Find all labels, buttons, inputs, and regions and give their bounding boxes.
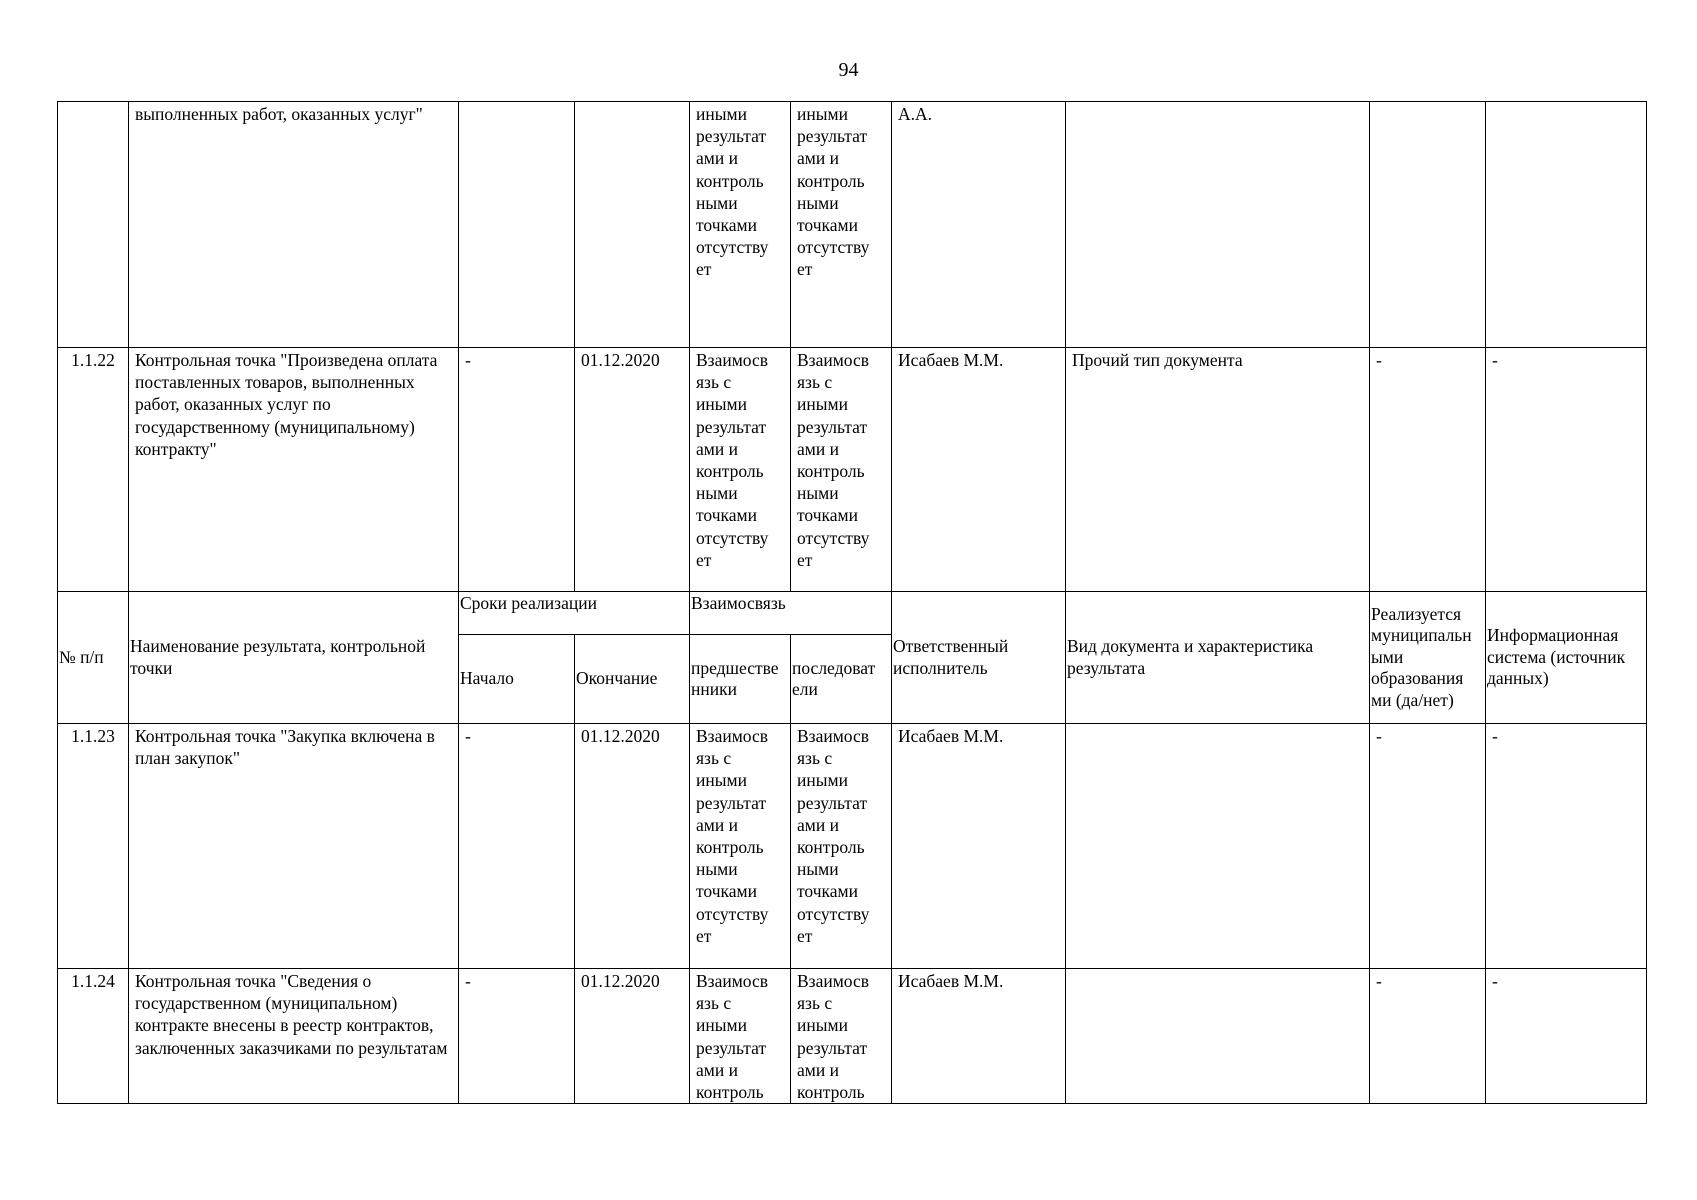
table-row xyxy=(58,348,1647,592)
header-info-system: Информационная система (источник данных) xyxy=(1486,592,1647,724)
successors-cell: Взаимосв язь с иными результат ами и контроль ными точками отсутству ет xyxy=(791,348,892,592)
header-doc-type: Вид документа и характеристика результата xyxy=(1066,592,1370,724)
table-row xyxy=(58,724,1647,969)
row-number: 1.1.24 xyxy=(58,969,129,1104)
header-end: Окончание xyxy=(575,635,690,724)
doc-type xyxy=(1066,102,1370,348)
responsible: Исабаев М.М. xyxy=(892,969,1066,1104)
end-date: 01.12.2020 xyxy=(575,969,690,1104)
predecessors-cell: Взаимосв язь с иными результат ами и контроль ными точками отсутству ет xyxy=(690,724,791,969)
header-successors: последоват ели xyxy=(791,635,892,724)
results-table xyxy=(57,101,1647,1104)
info-system xyxy=(1486,102,1647,348)
header-terms: Сроки реализации xyxy=(459,592,690,635)
predecessors-cell: иными результат ами и контроль ными точками отсутству ет xyxy=(690,102,791,348)
responsible: Исабаев М.М. xyxy=(892,724,1066,969)
end-date: 01.12.2020 xyxy=(575,724,690,969)
header-responsible: Ответственный исполнитель xyxy=(892,592,1066,724)
result-name: выполненных работ, оказанных услуг" xyxy=(129,102,459,348)
row-number: 1.1.23 xyxy=(58,724,129,969)
header-start: Начало xyxy=(459,635,575,724)
row-number xyxy=(58,102,129,348)
successors-cell: Взаимосв язь с иными результат ами и контроль ными точками отсутству ет xyxy=(791,724,892,969)
predecessors-cell: Взаимосв язь с иными результат ами и контроль ными точками отсутству ет xyxy=(690,348,791,592)
header-row xyxy=(58,592,1647,635)
result-name: Контрольная точка "Произведена оплата поставленных товаров, выполненных работ, оказанных услуг по государственному (муниципальному) контракту" xyxy=(129,348,459,592)
end-date: 01.12.2020 xyxy=(575,348,690,592)
header-num: № п/п xyxy=(58,592,129,724)
header-municipal: Реализуется муниципальн ыми образования ми (да/нет) xyxy=(1370,592,1486,724)
result-name: Контрольная точка "Закупка включена в план закупок" xyxy=(129,724,459,969)
successors-cell: иными результат ами и контроль ными точками отсутству ет xyxy=(791,102,892,348)
doc-type xyxy=(1066,724,1370,969)
predecessors-cell: Взаимосв язь с иными результат ами и контроль xyxy=(690,969,791,1104)
municipal-flag: - xyxy=(1370,348,1486,592)
start-date: - xyxy=(459,348,575,592)
header-predecessors: предшестве нники xyxy=(690,635,791,724)
start-date: - xyxy=(459,969,575,1104)
table-row xyxy=(58,969,1647,1104)
municipal-flag xyxy=(1370,102,1486,348)
info-system: - xyxy=(1486,969,1647,1104)
municipal-flag: - xyxy=(1370,724,1486,969)
header-name: Наименование результата, контрольной точки xyxy=(129,592,459,724)
page-number: 94 xyxy=(838,59,859,81)
info-system: - xyxy=(1486,724,1647,969)
doc-type: Прочий тип документа xyxy=(1066,348,1370,592)
start-date xyxy=(459,102,575,348)
successors-cell: Взаимосв язь с иными результат ами и контроль xyxy=(791,969,892,1104)
doc-type xyxy=(1066,969,1370,1104)
header-relation: Взаимосвязь xyxy=(690,592,892,635)
start-date: - xyxy=(459,724,575,969)
info-system: - xyxy=(1486,348,1647,592)
responsible: Исабаев М.М. xyxy=(892,348,1066,592)
end-date xyxy=(575,102,690,348)
responsible: А.А. xyxy=(892,102,1066,348)
result-name: Контрольная точка "Сведения о государственном (муниципальном) контракте внесены в реестр контрактов, заключенных заказчиками по результатам xyxy=(129,969,459,1104)
table-row xyxy=(58,102,1647,348)
municipal-flag: - xyxy=(1370,969,1486,1104)
row-number: 1.1.22 xyxy=(58,348,129,592)
